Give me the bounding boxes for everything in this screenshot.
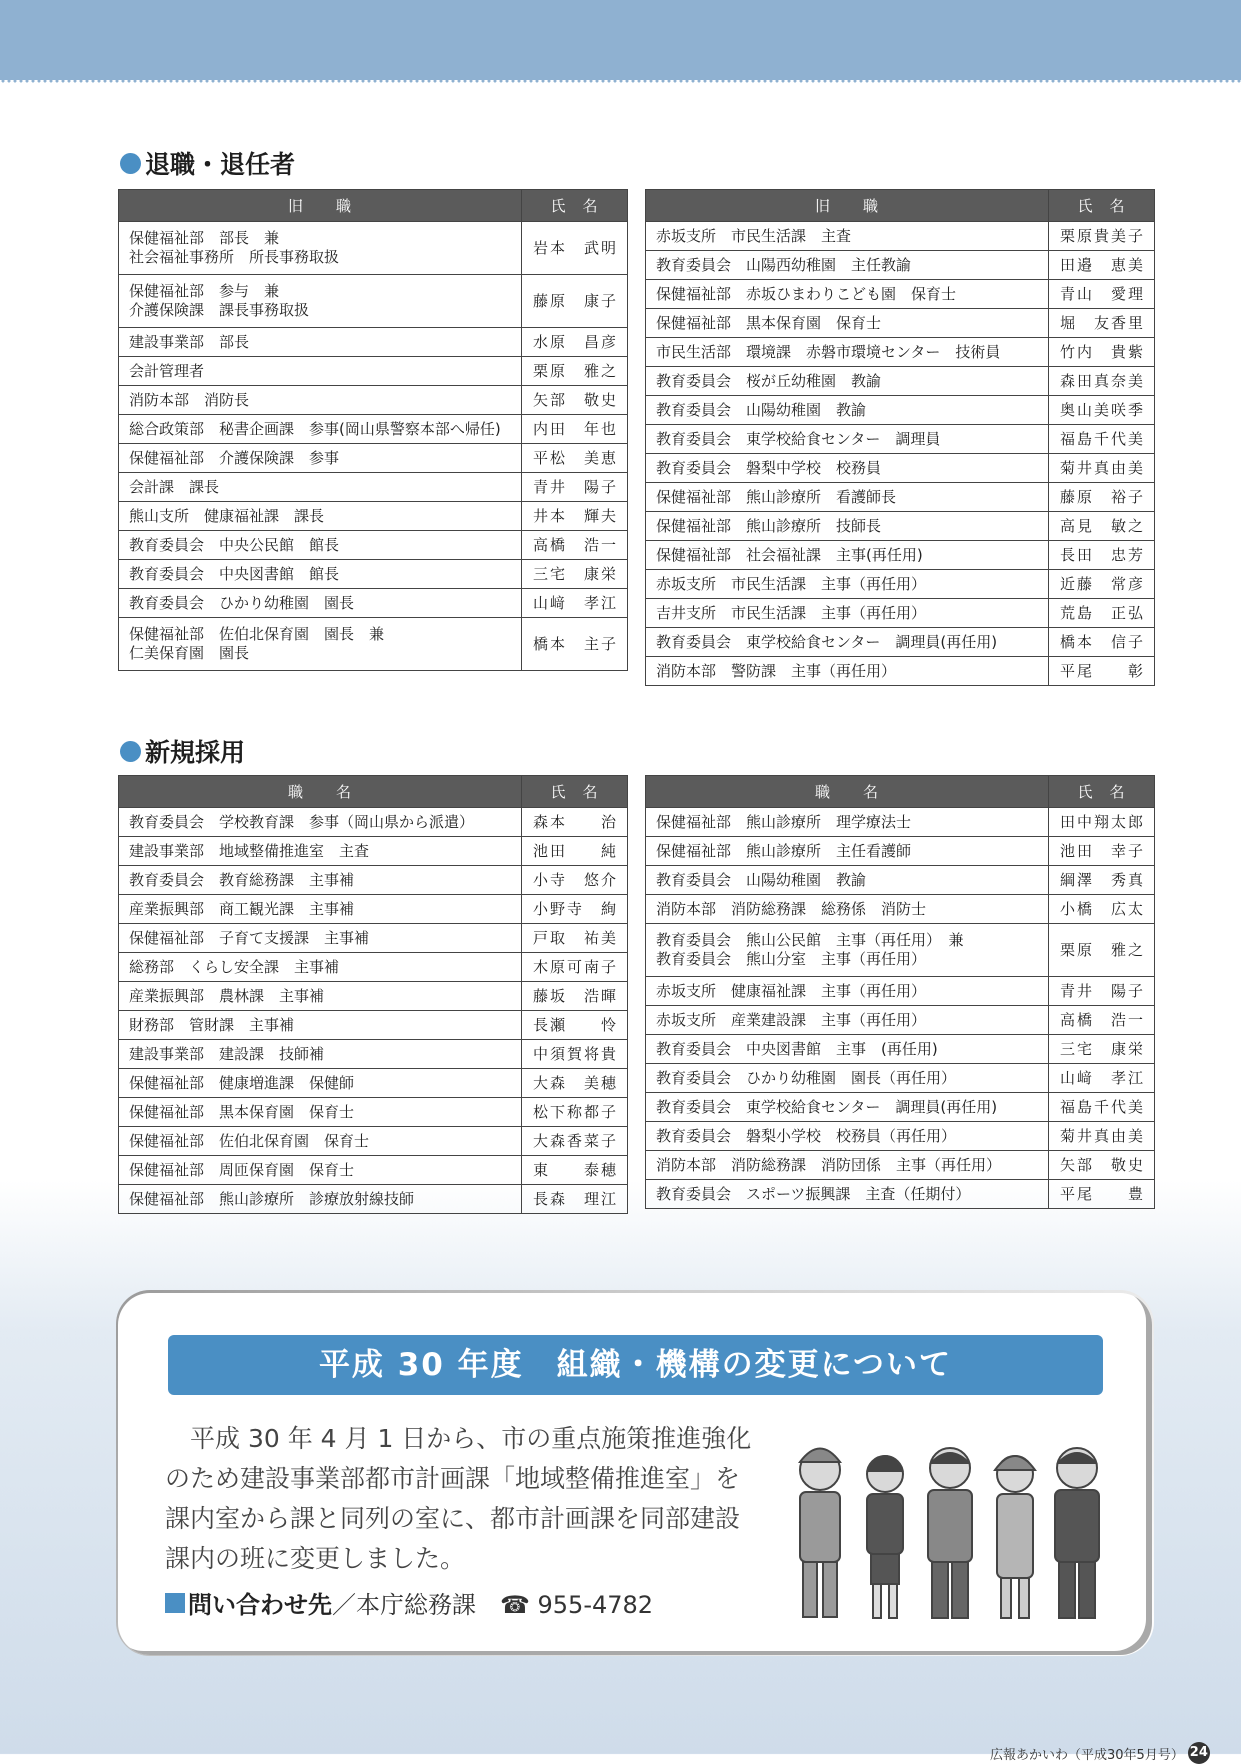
section-title-retire xyxy=(120,145,295,181)
name-cell: 高橋 浩一 xyxy=(522,531,628,560)
name-cell: 小寺 悠介 xyxy=(522,866,628,895)
position-cell: 消防本部 消防長 xyxy=(119,386,522,415)
notice-body xyxy=(165,1419,755,1579)
column-header-position: 職 名 xyxy=(119,776,522,808)
name-cell: 栗原 雅之 xyxy=(1049,924,1155,977)
name-cell: 平尾 彰 xyxy=(1049,657,1155,686)
position-cell: 教育委員会 ひかり幼稚園 園長 xyxy=(119,589,522,618)
name-cell: 大森 美穂 xyxy=(522,1069,628,1098)
table-row xyxy=(646,1006,1155,1035)
name-cell: 橋本 主子 xyxy=(522,618,628,671)
position-cell: 教育委員会 桜が丘幼稚園 教諭 xyxy=(646,367,1049,396)
position-cell: 保健福祉部 社会福祉課 主事(再任用) xyxy=(646,541,1049,570)
table-row xyxy=(119,473,628,502)
position-cell: 教育委員会 東学校給食センター 調理員(再任用) xyxy=(646,1093,1049,1122)
position-cell: 赤坂支所 市民生活課 主事（再任用） xyxy=(646,570,1049,599)
notice-title: 平成 30 年度 組織・機構の変更について xyxy=(168,1335,1103,1395)
name-cell: 平尾 豊 xyxy=(1049,1180,1155,1209)
contact-text: ／本庁総務課 ☎ 955-4782 xyxy=(332,1591,654,1619)
position-cell: 保健福祉部 熊山診療所 技師長 xyxy=(646,512,1049,541)
table-row xyxy=(646,512,1155,541)
name-cell: 松下称都子 xyxy=(522,1098,628,1127)
section-title-hire xyxy=(120,733,245,769)
name-cell: 栗原 雅之 xyxy=(522,357,628,386)
name-cell: 高見 敏之 xyxy=(1049,512,1155,541)
name-cell: 内田 年也 xyxy=(522,415,628,444)
table-row xyxy=(646,657,1155,686)
position-cell: 保健福祉部 子育て支援課 主事補 xyxy=(119,924,522,953)
position-cell: 教育委員会 中央公民館 館長 xyxy=(119,531,522,560)
table-row xyxy=(646,367,1155,396)
bullet-dot-icon xyxy=(120,741,141,762)
name-cell: 田邉 恵美 xyxy=(1049,251,1155,280)
position-cell: 教育委員会 山陽幼稚園 教諭 xyxy=(646,866,1049,895)
position-cell: 教育委員会 学校教育課 参事（岡山県から派遣） xyxy=(119,808,522,837)
position-cell: 教育委員会 ひかり幼稚園 園長（再任用） xyxy=(646,1064,1049,1093)
name-cell: 中須賀将貴 xyxy=(522,1040,628,1069)
position-cell: 赤坂支所 健康福祉課 主事（再任用） xyxy=(646,977,1049,1006)
table-row xyxy=(646,866,1155,895)
name-cell: 平松 美恵 xyxy=(522,444,628,473)
column-header-position: 旧 職 xyxy=(119,190,522,222)
name-cell: 橋本 信子 xyxy=(1049,628,1155,657)
position-cell: 保健福祉部 佐伯北保育園 園長 兼 仁美保育園 園長 xyxy=(119,618,522,671)
table-row xyxy=(119,357,628,386)
column-header-name: 氏 名 xyxy=(1049,190,1155,222)
table-row xyxy=(646,541,1155,570)
table-row xyxy=(646,1093,1155,1122)
column-header-position: 職 名 xyxy=(646,776,1049,808)
table-row xyxy=(646,483,1155,512)
table-row xyxy=(119,386,628,415)
position-cell: 産業振興部 農林課 主事補 xyxy=(119,982,522,1011)
position-cell: 赤坂支所 産業建設課 主事（再任用） xyxy=(646,1006,1049,1035)
name-cell: 東 泰穂 xyxy=(522,1156,628,1185)
position-cell: 保健福祉部 熊山診療所 理学療法士 xyxy=(646,808,1049,837)
table-row xyxy=(119,924,628,953)
column-header-name: 氏 名 xyxy=(522,190,628,222)
name-cell: 福島千代美 xyxy=(1049,425,1155,454)
section-title-text: 退職・退任者 xyxy=(145,150,296,179)
name-cell: 長瀬 怜 xyxy=(522,1011,628,1040)
position-cell: 市民生活部 環境課 赤磐市環境センター 技術員 xyxy=(646,338,1049,367)
table-row xyxy=(646,1064,1155,1093)
table-row xyxy=(119,275,628,328)
position-cell: 赤坂支所 市民生活課 主査 xyxy=(646,222,1049,251)
position-cell: 教育委員会 スポーツ振興課 主査（任期付） xyxy=(646,1180,1049,1209)
table-row xyxy=(646,309,1155,338)
position-cell: 消防本部 消防総務課 消防団係 主事（再任用） xyxy=(646,1151,1049,1180)
contact-label: 問い合わせ先 xyxy=(188,1591,332,1619)
table-row xyxy=(646,222,1155,251)
position-cell: 教育委員会 中央図書館 館長 xyxy=(119,560,522,589)
table-row xyxy=(119,1156,628,1185)
name-cell: 森本 治 xyxy=(522,808,628,837)
name-cell: 奥山美咲季 xyxy=(1049,396,1155,425)
position-cell: 熊山支所 健康福祉課 課長 xyxy=(119,502,522,531)
name-cell: 藤原 康子 xyxy=(522,275,628,328)
name-cell: 藤原 裕子 xyxy=(1049,483,1155,512)
position-cell: 保健福祉部 赤坂ひまわりこども園 保育士 xyxy=(646,280,1049,309)
name-cell: 菊井真由美 xyxy=(1049,454,1155,483)
position-cell: 保健福祉部 部長 兼 社会福祉事務所 所長事務取扱 xyxy=(119,222,522,275)
table-row xyxy=(119,895,628,924)
position-cell: 保健福祉部 黒本保育園 保育士 xyxy=(119,1098,522,1127)
table-row xyxy=(646,628,1155,657)
table-row xyxy=(119,866,628,895)
table-row xyxy=(119,328,628,357)
name-cell: 木原可南子 xyxy=(522,953,628,982)
name-cell: 三宅 康栄 xyxy=(522,560,628,589)
header-band xyxy=(0,0,1241,80)
table-row xyxy=(646,425,1155,454)
table-row xyxy=(119,415,628,444)
position-cell: 保健福祉部 参与 兼 介護保険課 課長事務取扱 xyxy=(119,275,522,328)
table-row xyxy=(646,599,1155,628)
publication-name: 広報あかいわ（平成30年5月号） xyxy=(990,1747,1184,1763)
name-cell: 藤坂 浩暉 xyxy=(522,982,628,1011)
table-row xyxy=(646,837,1155,866)
table-row xyxy=(119,1040,628,1069)
column-header-name: 氏 名 xyxy=(522,776,628,808)
name-cell: 長森 理江 xyxy=(522,1185,628,1214)
position-cell: 吉井支所 市民生活課 主事（再任用） xyxy=(646,599,1049,628)
notice-body-text: 平成 30 年 4 月 1 日から、市の重点施策推進強化のため建設事業部都市計画課「地域整備推進室」を課内室から課と同列の室に、都市計画課を同部建設課内の班に変更しました。 xyxy=(165,1424,752,1573)
position-cell: 総合政策部 秘書企画課 参事(岡山県警察本部へ帰任) xyxy=(119,415,522,444)
name-cell: 竹内 貴紫 xyxy=(1049,338,1155,367)
column-header-name: 氏 名 xyxy=(1049,776,1155,808)
table-row xyxy=(646,924,1155,977)
table-row xyxy=(646,895,1155,924)
table-row xyxy=(646,570,1155,599)
table-row xyxy=(646,338,1155,367)
table-row xyxy=(646,1035,1155,1064)
name-cell: 荒島 正弘 xyxy=(1049,599,1155,628)
position-cell: 建設事業部 地域整備推進室 主査 xyxy=(119,837,522,866)
position-cell: 保健福祉部 周匝保育園 保育士 xyxy=(119,1156,522,1185)
name-cell: 堀 友香里 xyxy=(1049,309,1155,338)
name-cell: 田中翔太郎 xyxy=(1049,808,1155,837)
table-row xyxy=(646,808,1155,837)
name-cell: 森田真奈美 xyxy=(1049,367,1155,396)
position-cell: 消防本部 消防総務課 総務係 消防士 xyxy=(646,895,1049,924)
position-cell: 建設事業部 建設課 技師補 xyxy=(119,1040,522,1069)
table-row xyxy=(119,1098,628,1127)
name-cell: 三宅 康栄 xyxy=(1049,1035,1155,1064)
position-cell: 教育委員会 磐梨中学校 校務員 xyxy=(646,454,1049,483)
name-cell: 山﨑 孝江 xyxy=(1049,1064,1155,1093)
table-row xyxy=(119,953,628,982)
table-row xyxy=(646,454,1155,483)
section-title-text: 新規採用 xyxy=(145,738,246,767)
name-cell: 菊井真由美 xyxy=(1049,1122,1155,1151)
name-cell: 岩本 武明 xyxy=(522,222,628,275)
table-row xyxy=(646,280,1155,309)
name-cell: 水原 昌彦 xyxy=(522,328,628,357)
table-row xyxy=(119,808,628,837)
hire-table-left xyxy=(118,775,628,1214)
name-cell: 戸取 祐美 xyxy=(522,924,628,953)
table-row xyxy=(119,589,628,618)
table-row xyxy=(646,251,1155,280)
table-row xyxy=(119,531,628,560)
name-cell: 池田 幸子 xyxy=(1049,837,1155,866)
name-cell: 青井 陽子 xyxy=(1049,977,1155,1006)
table-row xyxy=(119,618,628,671)
name-cell: 矢部 敬史 xyxy=(1049,1151,1155,1180)
position-cell: 保健福祉部 熊山診療所 主任看護師 xyxy=(646,837,1049,866)
table-row xyxy=(119,837,628,866)
name-cell: 福島千代美 xyxy=(1049,1093,1155,1122)
position-cell: 教育委員会 東学校給食センター 調理員 xyxy=(646,425,1049,454)
table-row xyxy=(646,396,1155,425)
table-row xyxy=(119,502,628,531)
square-bullet-icon xyxy=(165,1593,185,1613)
table-row xyxy=(646,1122,1155,1151)
position-cell: 教育委員会 熊山公民館 主事（再任用） 兼 教育委員会 熊山分室 主事（再任用） xyxy=(646,924,1049,977)
table-row xyxy=(119,560,628,589)
table-row xyxy=(119,1069,628,1098)
name-cell: 栗原貴美子 xyxy=(1049,222,1155,251)
position-cell: 消防本部 警防課 主事（再任用） xyxy=(646,657,1049,686)
position-cell: 保健福祉部 熊山診療所 診療放射線技師 xyxy=(119,1185,522,1214)
name-cell: 青井 陽子 xyxy=(522,473,628,502)
hire-table-right xyxy=(645,775,1155,1209)
position-cell: 保健福祉部 介護保険課 参事 xyxy=(119,444,522,473)
name-cell: 大森香菜子 xyxy=(522,1127,628,1156)
position-cell: 教育委員会 東学校給食センター 調理員(再任用) xyxy=(646,628,1049,657)
table-row xyxy=(119,1127,628,1156)
table-row xyxy=(119,444,628,473)
name-cell: 小橋 広太 xyxy=(1049,895,1155,924)
name-cell: 池田 純 xyxy=(522,837,628,866)
name-cell: 高橋 浩一 xyxy=(1049,1006,1155,1035)
retire-table-right xyxy=(645,189,1155,686)
position-cell: 会計管理者 xyxy=(119,357,522,386)
footer xyxy=(990,1742,1210,1764)
name-cell: 綱澤 秀真 xyxy=(1049,866,1155,895)
retire-table-left xyxy=(118,189,628,671)
position-cell: 教育委員会 中央図書館 主事 (再任用) xyxy=(646,1035,1049,1064)
position-cell: 会計課 課長 xyxy=(119,473,522,502)
position-cell: 教育委員会 磐梨小学校 校務員（再任用） xyxy=(646,1122,1049,1151)
table-row xyxy=(646,1151,1155,1180)
header-dotted-border xyxy=(0,78,1241,84)
position-cell: 保健福祉部 黒本保育園 保育士 xyxy=(646,309,1049,338)
table-row xyxy=(119,1011,628,1040)
name-cell: 青山 愛理 xyxy=(1049,280,1155,309)
name-cell: 近藤 常彦 xyxy=(1049,570,1155,599)
position-cell: 財務部 管財課 主事補 xyxy=(119,1011,522,1040)
table-row xyxy=(119,1185,628,1214)
position-cell: 保健福祉部 熊山診療所 看護師長 xyxy=(646,483,1049,512)
table-row xyxy=(646,977,1155,1006)
name-cell: 井本 輝夫 xyxy=(522,502,628,531)
staff-illustration xyxy=(785,1430,1115,1630)
position-cell: 保健福祉部 健康増進課 保健師 xyxy=(119,1069,522,1098)
contact-line xyxy=(165,1585,653,1620)
page-number: 24 xyxy=(1188,1742,1210,1764)
position-cell: 保健福祉部 佐伯北保育園 保育士 xyxy=(119,1127,522,1156)
position-cell: 教育委員会 山陽西幼稚園 主任教諭 xyxy=(646,251,1049,280)
table-row xyxy=(119,222,628,275)
name-cell: 長田 忠芳 xyxy=(1049,541,1155,570)
position-cell: 産業振興部 商工観光課 主事補 xyxy=(119,895,522,924)
position-cell: 総務部 くらし安全課 主事補 xyxy=(119,953,522,982)
position-cell: 教育委員会 教育総務課 主事補 xyxy=(119,866,522,895)
bullet-dot-icon xyxy=(120,153,141,174)
table-row xyxy=(646,1180,1155,1209)
position-cell: 教育委員会 山陽幼稚園 教諭 xyxy=(646,396,1049,425)
table-row xyxy=(119,982,628,1011)
name-cell: 小野寺 絢 xyxy=(522,895,628,924)
column-header-position: 旧 職 xyxy=(646,190,1049,222)
name-cell: 山﨑 孝江 xyxy=(522,589,628,618)
position-cell: 建設事業部 部長 xyxy=(119,328,522,357)
name-cell: 矢部 敬史 xyxy=(522,386,628,415)
